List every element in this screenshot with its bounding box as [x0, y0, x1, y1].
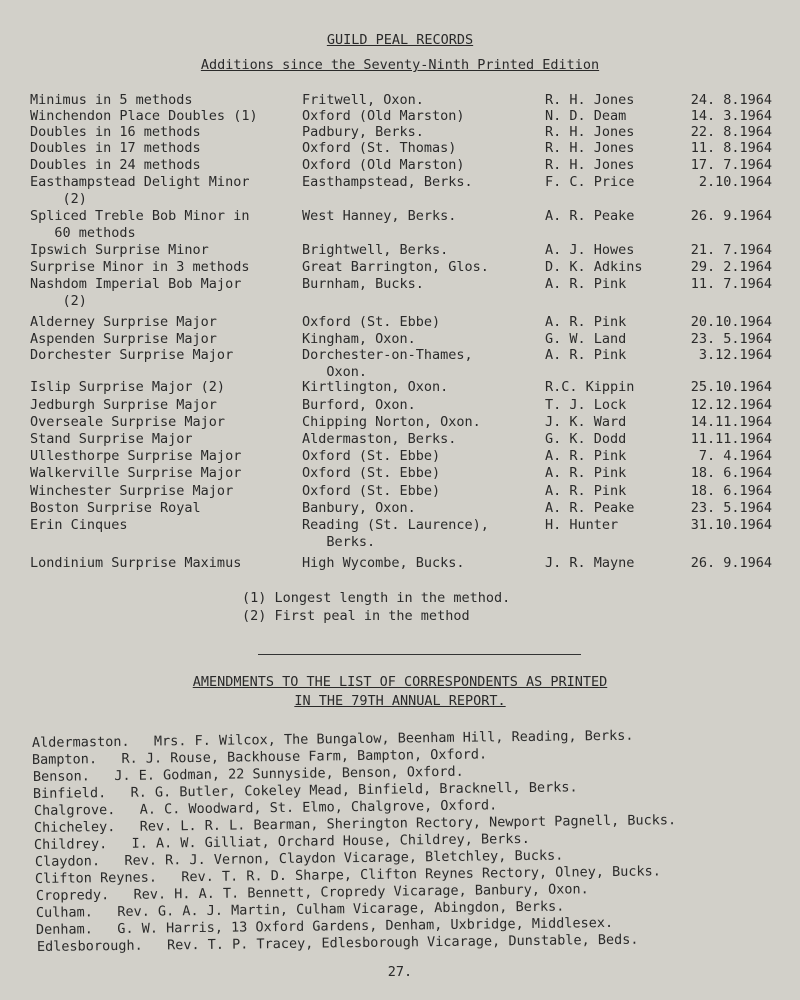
peal-conductor: A. R. Pink — [545, 448, 627, 464]
correspondent-details: R. G. Butler, Cokeley Mead, Binfield, Bracknell, Berks. — [130, 779, 578, 801]
peal-row — [0, 208, 800, 241]
peal-date: 11. 7.1964 — [690, 276, 772, 292]
peal-method: Dorchester Surprise Major — [30, 347, 234, 363]
correspondent-details: I. A. W. Gilliat, Orchard House, Childrey, Berks. — [131, 830, 530, 852]
peal-place: Easthampstead, Berks. — [302, 174, 473, 190]
peal-place: Padbury, Berks. — [302, 124, 424, 140]
footnote-2: (2) First peal in the method — [242, 608, 470, 624]
correspondent-place: Culham. — [35, 904, 93, 921]
peal-date: 21. 7.1964 — [690, 242, 772, 258]
correspondent-place: Claydon. — [34, 853, 101, 870]
peal-row — [0, 314, 800, 332]
page-number: 27. — [387, 964, 413, 980]
peal-conductor: R.C. Kippin — [545, 379, 635, 395]
peal-place: Oxford (St. Ebbe) — [302, 465, 441, 481]
peal-place: Brightwell, Berks. — [302, 242, 449, 258]
peal-conductor: A. R. Pink — [545, 276, 627, 292]
peal-conductor: G. W. Land — [545, 331, 627, 347]
peal-conductor: G. K. Dodd — [545, 431, 627, 447]
peal-conductor: A. R. Peake — [545, 208, 635, 224]
peal-method: Ullesthorpe Surprise Major — [30, 448, 242, 464]
peal-place: High Wycombe, Bucks. — [302, 555, 465, 571]
peal-place: Chipping Norton, Oxon. — [302, 414, 481, 430]
peal-conductor: N. D. Deam — [545, 108, 627, 124]
peal-method: Aspenden Surprise Major — [30, 331, 217, 347]
peal-date: 2.10.1964 — [698, 174, 772, 190]
peal-method: Londinium Surprise Maximus — [30, 555, 242, 571]
peal-row — [0, 242, 800, 260]
peal-conductor: J. R. Mayne — [545, 555, 635, 571]
peal-conductor: T. J. Lock — [545, 397, 627, 413]
peal-method: Ipswich Surprise Minor — [30, 242, 209, 258]
peal-date: 24. 8.1964 — [690, 92, 772, 108]
peal-method: Islip Surprise Major (2) — [30, 379, 226, 395]
peal-date: 17. 7.1964 — [690, 157, 772, 173]
correspondent-place: Aldermaston. — [31, 733, 130, 751]
peal-place: Fritwell, Oxon. — [302, 92, 424, 108]
peal-date: 23. 5.1964 — [690, 331, 772, 347]
peal-place: Great Barrington, Glos. — [302, 259, 489, 275]
correspondent-details: Rev. H. A. T. Bennett, Cropredy Vicarage, Banbury, Oxon. — [133, 881, 589, 903]
peal-date: 18. 6.1964 — [690, 483, 772, 499]
peal-conductor: A. R. Pink — [545, 465, 627, 481]
peal-place: Oxford (Old Marston) — [302, 157, 465, 173]
peal-row — [0, 347, 800, 380]
peal-row — [0, 259, 800, 277]
peal-place: Kingham, Oxon. — [302, 331, 416, 347]
peal-place: Reading (St. Laurence), Berks. — [302, 517, 489, 550]
peal-place: Kirtlington, Oxon. — [302, 379, 449, 395]
peal-row — [0, 397, 800, 415]
peal-date: 26. 9.1964 — [690, 208, 772, 224]
peal-place: Aldermaston, Berks. — [302, 431, 457, 447]
peal-conductor: J. K. Ward — [545, 414, 627, 430]
peal-row — [0, 157, 800, 175]
correspondent-details: A. C. Woodward, St. Elmo, Chalgrove, Oxford. — [139, 797, 498, 818]
peal-conductor: A. R. Pink — [545, 347, 627, 363]
correspondent-place: Benson. — [32, 768, 90, 785]
peal-method: Doubles in 16 methods — [30, 124, 201, 140]
peal-place: Burnham, Bucks. — [302, 276, 424, 292]
peal-date: 11. 8.1964 — [690, 140, 772, 156]
correspondent-place: Binfield. — [32, 785, 107, 802]
peal-row — [0, 555, 800, 573]
peal-date: 23. 5.1964 — [690, 500, 772, 516]
peal-row — [0, 500, 800, 518]
peal-date: 18. 6.1964 — [690, 465, 772, 481]
correspondent-place: Bampton. — [31, 751, 98, 768]
peal-date: 25.10.1964 — [690, 379, 772, 395]
correspondent-details: Rev. T. R. D. Sharpe, Clifton Reynes Rectory, Olney, Bucks. — [181, 863, 661, 886]
peal-conductor: A. R. Pink — [545, 483, 627, 499]
peal-row — [0, 483, 800, 501]
peal-conductor: R. H. Jones — [545, 92, 635, 108]
correspondent-details: G. W. Harris, 13 Oxford Gardens, Denham, Uxbridge, Middlesex. — [117, 914, 614, 938]
correspondent-place: Chicheley. — [33, 819, 116, 836]
peal-place: West Hanney, Berks. — [302, 208, 457, 224]
peal-place: Oxford (St. Ebbe) — [302, 448, 441, 464]
peal-date: 29. 2.1964 — [690, 259, 772, 275]
peal-row — [0, 414, 800, 432]
peal-row — [0, 517, 800, 550]
correspondent-details: Rev. G. A. J. Martin, Culham Vicarage, Abingdon, Berks. — [117, 898, 565, 921]
peal-place: Oxford (St. Ebbe) — [302, 314, 441, 330]
peal-place: Banbury, Oxon. — [302, 500, 416, 516]
peal-method: Spliced Treble Bob Minor in 60 methods — [30, 208, 250, 241]
peal-method: Stand Surprise Major — [30, 431, 193, 447]
peal-date: 31.10.1964 — [690, 517, 772, 533]
peal-row — [0, 174, 800, 207]
peal-method: Doubles in 17 methods — [30, 140, 201, 156]
peal-place: Oxford (Old Marston) — [302, 108, 465, 124]
peal-method: Easthampstead Delight Minor (2) — [30, 174, 250, 207]
correspondent-place: Childrey. — [33, 836, 108, 853]
peal-conductor: R. H. Jones — [545, 140, 635, 156]
footnote-1: (1) Longest length in the method. — [242, 590, 511, 606]
peal-date: 14. 3.1964 — [690, 108, 772, 124]
peal-row — [0, 431, 800, 449]
amendments-subtitle: IN THE 79TH ANNUAL REPORT. — [294, 693, 506, 709]
peal-row — [0, 465, 800, 483]
peal-row — [0, 448, 800, 466]
peal-place: Oxford (St. Thomas) — [302, 140, 457, 156]
peal-conductor: D. K. Adkins — [545, 259, 643, 275]
peal-method: Jedburgh Surprise Major — [30, 397, 217, 413]
peal-conductor: R. H. Jones — [545, 124, 635, 140]
correspondent-details: Rev. T. P. Tracey, Edlesborough Vicarage, Dunstable, Beds. — [166, 931, 639, 954]
peal-conductor: H. Hunter — [545, 517, 619, 533]
peal-date: 14.11.1964 — [690, 414, 772, 430]
peal-date: 12.12.1964 — [690, 397, 772, 413]
peal-date: 11.11.1964 — [690, 431, 772, 447]
correspondent-details: Mrs. F. Wilcox, The Bungalow, Beenham Hill, Reading, Berks. — [153, 727, 634, 750]
peal-conductor: F. C. Price — [545, 174, 635, 190]
page-title: GUILD PEAL RECORDS — [326, 32, 474, 48]
correspondent-place: Edlesborough. — [36, 937, 143, 955]
peal-method: Minimus in 5 methods — [30, 92, 193, 108]
peal-date: 7. 4.1964 — [698, 448, 772, 464]
peal-conductor: A. R. Peake — [545, 500, 635, 516]
amendments-title: AMENDMENTS TO THE LIST OF CORRESPONDENTS AS PRINTED — [192, 674, 608, 690]
page-subtitle: Additions since the Seventy-Ninth Printed Edition — [200, 57, 600, 73]
peal-method: Doubles in 24 methods — [30, 157, 201, 173]
peal-method: Boston Surprise Royal — [30, 500, 201, 516]
peal-method: Nashdom Imperial Bob Major (2) — [30, 276, 242, 309]
peal-conductor: R. H. Jones — [545, 157, 635, 173]
peal-place: Oxford (St. Ebbe) — [302, 483, 441, 499]
peal-method: Alderney Surprise Major — [30, 314, 217, 330]
peal-date: 22. 8.1964 — [690, 124, 772, 140]
peal-place: Burford, Oxon. — [302, 397, 416, 413]
peal-place: Dorchester-on-Thames, Oxon. — [302, 347, 473, 380]
peal-date: 3.12.1964 — [698, 347, 772, 363]
peal-method: Winchester Surprise Major — [30, 483, 234, 499]
peal-method: Overseale Surprise Major — [30, 414, 226, 430]
peal-date: 20.10.1964 — [690, 314, 772, 330]
peal-method: Winchendon Place Doubles (1) — [30, 108, 258, 124]
correspondent-details: Rev. L. R. L. Bearman, Sherington Rectory, Newport Pagnell, Bucks. — [139, 812, 677, 835]
peal-method: Surprise Minor in 3 methods — [30, 259, 250, 275]
peal-conductor: A. J. Howes — [545, 242, 635, 258]
correspondent-place: Clifton Reynes. — [34, 869, 158, 887]
correspondent-place: Chalgrove. — [33, 802, 116, 819]
peal-method: Erin Cinques — [30, 517, 128, 533]
correspondent-details: R. J. Rouse, Backhouse Farm, Bampton, Oxford. — [121, 746, 488, 767]
section-divider — [258, 654, 581, 655]
peal-row — [0, 276, 800, 309]
peal-row — [0, 379, 800, 397]
peal-row — [0, 140, 800, 158]
peal-conductor: A. R. Pink — [545, 314, 627, 330]
correspondent-place: Cropredy. — [35, 887, 110, 904]
correspondent-place: Denham. — [35, 921, 93, 938]
correspondent-details: Rev. R. J. Vernon, Claydon Vicarage, Bletchley, Bucks. — [124, 847, 564, 869]
peal-method: Walkerville Surprise Major — [30, 465, 242, 481]
correspondent-details: J. E. Godman, 22 Sunnyside, Benson, Oxford. — [114, 763, 464, 785]
peal-date: 26. 9.1964 — [690, 555, 772, 571]
